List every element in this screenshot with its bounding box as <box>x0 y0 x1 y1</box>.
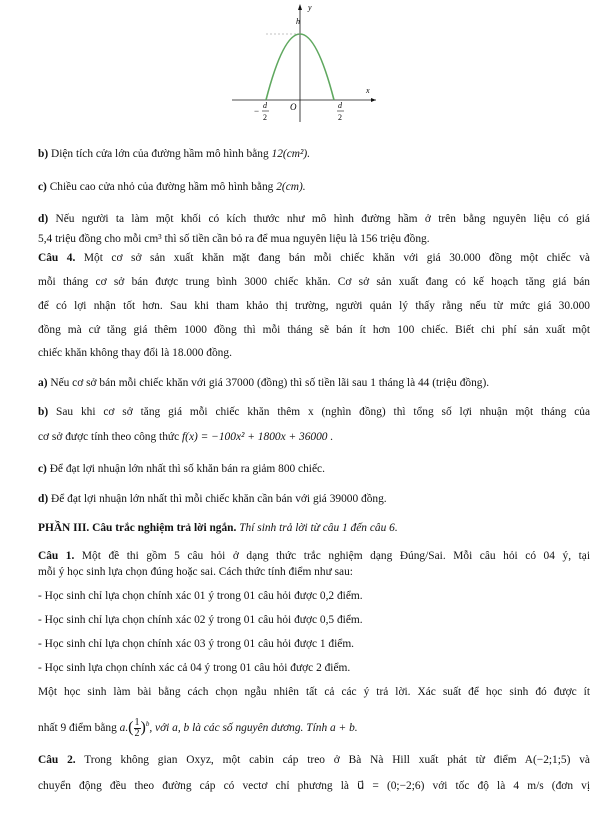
text: Diện tích cửa lớn của đường hầm mô hình bằng <box>48 148 272 160</box>
question-4-line4 <box>38 323 590 337</box>
section-instruction: Thí sinh trả lời từ câu 1 đến câu 6. <box>236 522 398 534</box>
text: Chiều cao cửa nhỏ của đường hầm mô hình bằng <box>46 181 277 193</box>
text: Nếu cơ sở bán mỗi chiếc khăn với giá 37000 (đồng) thì số tiền lãi sau 1 tháng là 44 (triệu đồng). <box>47 377 490 389</box>
origin-label: O <box>290 102 297 112</box>
label: c) <box>38 181 47 193</box>
text: Để đạt lợi nhuận lớn nhất thì mỗi chiếc khăn cần bán với giá 39000 đồng. <box>48 493 387 505</box>
question-1-line2 <box>38 565 590 579</box>
question-1-formula <box>38 712 590 739</box>
numerator: 1 <box>134 716 140 728</box>
label: b) <box>38 406 49 418</box>
section-title: PHẦN III. Câu trắc nghiệm trả lời ngắn. <box>38 522 237 534</box>
text: Nếu người ta làm một khối có kích thước như mô hình đường hầm ở trên bằng nguyên liệu có giá <box>48 213 590 225</box>
text: - Học sinh chỉ lựa chọn chính xác 03 ý trong 01 câu hỏi được 1 điểm. <box>38 638 355 650</box>
text: Một đề thi gồm 5 câu hỏi ở dạng thức trắc nghiệm dạng Đúng/Sai. Mỗi câu hỏi có 04 ý, tại <box>74 550 590 562</box>
text: để có lợi nhận tốt hơn. Sau khi tham khảo thị trường, người quản lý thấy rằng nếu từ mức giá 30.000 <box>38 300 590 312</box>
fraction <box>134 718 141 739</box>
label: c) <box>38 463 47 475</box>
right-2: 2 <box>338 113 342 122</box>
text: Để đạt lợi nhuận lớn nhất thì số khăn bán ra giảm 800 chiếc. <box>46 463 325 475</box>
parabola-figure <box>230 0 380 128</box>
y-axis-label: y <box>308 3 312 12</box>
text: 5,4 triệu đồng cho mỗi cm³ thì số tiền cần bỏ ra để mua nguyên liệu là 156 triệu đồng. <box>38 233 430 245</box>
text: - Học sinh chỉ lựa chọn chính xác 02 ý trong 01 câu hỏi được 0,5 điểm. <box>38 614 363 626</box>
text: Trong không gian Oxyz, một cabin cáp treo ở Bà Nà Hill xuất phát từ điểm A(−2;1;5) và <box>75 754 590 766</box>
question-2-line2 <box>38 779 590 793</box>
text: Một cơ sở sản xuất khăn mặt đang bán mỗi chiếc khăn với giá 30.000 đồng một chiếc và <box>75 252 590 264</box>
open-paren: ( <box>128 719 134 737</box>
h-label: h <box>296 17 300 26</box>
exponent: b <box>145 720 150 728</box>
question-4-line1 <box>38 251 590 265</box>
label: Câu 1. <box>38 550 75 562</box>
item-d-cost-line1 <box>38 212 590 226</box>
math-a: a. <box>119 721 129 734</box>
right-d: d <box>338 101 342 110</box>
section-3-heading <box>38 521 590 535</box>
question-2-line1 <box>38 753 590 767</box>
q4-item-a <box>38 376 590 390</box>
text: Sau khi cơ sở tăng giá mỗi chiếc khăn thêm x (nghìn đồng) thì tổng số lợi nhuận một tháng của <box>48 406 590 418</box>
left-2: 2 <box>263 113 267 122</box>
text: - Học sinh chỉ lựa chọn chính xác 01 ý trong 01 câu hỏi được 0,2 điểm. <box>38 590 363 602</box>
scoring-rule-2 <box>38 613 590 627</box>
text: chiếc khăn không thay đổi là 18.000 đồng. <box>38 347 232 359</box>
text: nhất 9 điểm bằng <box>38 721 120 734</box>
text: Một học sinh làm bài bằng cách chọn ngẫu nhiên tất cả các ý trả lời. Xác suất để học sinh đó được ít <box>38 686 590 698</box>
q4-item-d <box>38 492 590 506</box>
item-b-area <box>38 147 590 161</box>
x-axis-arrow <box>371 98 376 102</box>
label: b) <box>38 148 49 160</box>
question-4-line2 <box>38 275 590 289</box>
left-minus: − <box>254 106 260 116</box>
label: Câu 2. <box>38 754 76 766</box>
denominator: 2 <box>134 727 140 739</box>
close-paren: ) <box>140 719 146 737</box>
y-axis-arrow <box>298 4 302 10</box>
math: 2(cm). <box>276 181 306 193</box>
text: chuyển động đều theo đường cáp có vectơ chỉ phương là u⃗ = (0;−2;6) với tốc độ là 4 m/s (đơn vị <box>38 780 590 792</box>
text: đồng mà cứ tăng giá thêm 1000 đồng thì mỗi tháng sẽ bán ít hơn 100 chiếc. Biết chi phí sản xuất một <box>38 324 590 336</box>
label: d) <box>38 493 49 505</box>
item-d-cost-line2 <box>38 232 590 246</box>
question-1-line1 <box>38 549 590 563</box>
question-1-probability <box>38 685 590 699</box>
text: mỗi ý học sinh lựa chọn đúng hoặc sai. Cách thức tính điểm như sau: <box>38 566 353 578</box>
text: cơ sở được tính theo công thức <box>38 431 182 443</box>
item-c-height <box>38 180 590 194</box>
question-4-line5 <box>38 346 590 360</box>
label: d) <box>38 213 49 225</box>
label: a) <box>38 377 48 389</box>
formula: f(x) = −100x² + 1800x + 36000 . <box>181 431 334 443</box>
math: 12(cm²). <box>271 148 311 160</box>
q4-item-c <box>38 462 590 476</box>
left-d: d <box>263 101 267 110</box>
scoring-rule-1 <box>38 589 590 603</box>
text: , với a, b là các số nguyên dương. Tính a + b. <box>149 721 358 734</box>
scoring-rule-4 <box>38 661 590 675</box>
question-4-line3 <box>38 299 590 313</box>
scoring-rule-3 <box>38 637 590 651</box>
label: Câu 4. <box>38 252 76 264</box>
x-axis-label: x <box>366 86 370 95</box>
text: mỗi tháng cơ sở bán được trung bình 3000 chiếc khăn. Cơ sở sản xuất đang có kế hoạch tăng giá bán <box>38 276 590 288</box>
q4-item-b-line2 <box>38 430 590 444</box>
q4-item-b-line1 <box>38 405 590 419</box>
text: - Học sinh lựa chọn chính xác cả 04 ý trong 01 câu hỏi được 2 điểm. <box>38 662 351 674</box>
